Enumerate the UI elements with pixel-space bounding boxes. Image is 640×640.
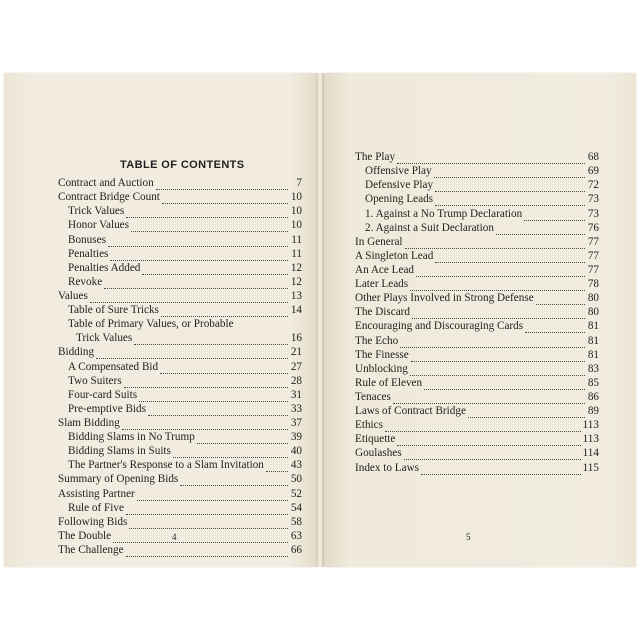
dot-leader — [156, 179, 288, 190]
toc-entry-page: 81 — [587, 348, 599, 361]
toc-entry-label: Values — [58, 289, 88, 302]
toc-entry — [355, 432, 599, 446]
toc-entry-page: 33 — [290, 402, 302, 415]
toc-entry-page: 77 — [587, 249, 599, 262]
dot-leader — [397, 435, 580, 446]
dot-leader — [468, 407, 585, 418]
toc-entry-page: 81 — [587, 320, 599, 333]
dot-leader — [161, 306, 288, 317]
toc-entry-page: 78 — [587, 278, 599, 291]
toc-entry — [58, 486, 302, 500]
toc-entry — [58, 218, 302, 232]
dot-leader — [148, 405, 288, 416]
toc-entry-page: 12 — [290, 275, 302, 288]
toc-entry-label: Two Suiters — [68, 374, 122, 387]
toc-entry-label: Rule of Eleven — [355, 376, 423, 389]
toc-entry-page: 113 — [582, 419, 599, 432]
toc-entry-label: Index to Laws — [355, 461, 420, 474]
toc-entry-label: Encouraging and Discouraging Cards — [355, 320, 524, 333]
toc-entry — [355, 418, 599, 432]
dot-leader — [536, 294, 585, 305]
toc-entry-page: 11 — [291, 247, 302, 260]
dot-leader — [129, 518, 288, 529]
toc-entry-page: 68 — [587, 151, 599, 164]
toc-entry-page: 40 — [290, 445, 302, 458]
toc-entry — [355, 150, 599, 164]
toc-entry — [355, 333, 599, 347]
toc-entry — [58, 261, 302, 275]
toc-entry-label: The Partner's Response to a Slam Invitation — [68, 459, 264, 472]
toc-entry — [58, 388, 302, 402]
toc-entry — [58, 176, 302, 190]
dot-leader — [435, 252, 585, 263]
toc-entry-page: 63 — [290, 529, 302, 542]
book-gutter — [316, 73, 324, 567]
toc-entry-label: Honor Values — [68, 219, 130, 232]
dot-leader — [126, 504, 288, 515]
toc-entry — [355, 404, 599, 418]
toc-entry-page: 113 — [582, 433, 599, 446]
toc-entry-label: Penalties — [68, 247, 109, 260]
toc-entry-page: 69 — [587, 165, 599, 178]
dot-leader — [122, 419, 288, 430]
toc-entry — [58, 247, 302, 261]
toc-entry-page: 54 — [290, 501, 302, 514]
toc-entry-label: Tenaces — [355, 390, 391, 403]
toc-entry — [58, 472, 302, 486]
toc-entry-label: Contract and Auction — [58, 177, 154, 190]
dot-leader — [108, 236, 288, 247]
dot-leader — [131, 221, 288, 232]
toc-entry — [58, 331, 302, 345]
toc-entry — [58, 374, 302, 388]
dot-leader — [385, 421, 581, 432]
toc-entry-page: 114 — [582, 447, 599, 460]
toc-entry — [355, 178, 599, 192]
toc-entry-page: 39 — [290, 431, 302, 444]
toc-entry — [58, 275, 302, 289]
toc-entry-label: Table of Sure Tricks — [68, 304, 159, 317]
dot-leader — [134, 334, 288, 345]
toc-entry-page: 16 — [290, 332, 302, 345]
toc-entry-label: The Discard — [355, 306, 410, 319]
toc-entry-page: 27 — [290, 360, 302, 373]
toc-entry — [355, 291, 599, 305]
toc-entry-page: 72 — [587, 179, 599, 192]
toc-entry — [355, 390, 599, 404]
dot-leader — [197, 433, 288, 444]
toc-entry-page: 77 — [587, 235, 599, 248]
toc-entry — [58, 416, 302, 430]
toc-entry-label: Bidding Slams in No Trump — [68, 431, 195, 444]
toc-entry — [58, 501, 302, 515]
toc-entry-label: Rule of Five — [68, 501, 124, 514]
toc-entry-label: Later Leads — [355, 278, 409, 291]
toc-entry-page: 52 — [290, 487, 302, 500]
toc-entry-page: 85 — [587, 376, 599, 389]
dot-leader — [416, 266, 585, 277]
page-number-left: 4 — [172, 532, 177, 542]
toc-entry-page: 31 — [290, 388, 302, 401]
toc-entry — [355, 235, 599, 249]
dot-leader — [525, 322, 585, 333]
toc-entry-page: 86 — [587, 390, 599, 403]
toc-entry-page: 50 — [290, 473, 302, 486]
toc-entry — [58, 359, 302, 373]
toc-entry-page: 81 — [587, 334, 599, 347]
dot-leader — [405, 238, 585, 249]
toc-entry — [355, 319, 599, 333]
toc-entry-label: Four-card Suits — [68, 388, 138, 401]
toc-entry — [58, 444, 302, 458]
dot-leader — [496, 224, 585, 235]
page-number-right: 5 — [466, 532, 471, 542]
toc-entry-page: 10 — [290, 191, 302, 204]
dot-leader — [110, 250, 288, 261]
toc-entry-label: The Double — [58, 529, 112, 542]
dot-leader — [160, 363, 288, 374]
toc-entry-label: Bidding Slams in Suits — [68, 445, 171, 458]
toc-entry-label: Goulashes — [355, 447, 402, 460]
toc-entry — [355, 206, 599, 220]
toc-entry-label: Penalties Added — [68, 261, 141, 274]
toc-entry-page: 76 — [587, 221, 599, 234]
toc-entry — [58, 515, 302, 529]
toc-entry-page: 77 — [587, 263, 599, 276]
toc-entry — [58, 289, 302, 303]
toc-entry — [58, 529, 302, 543]
toc-entry-page: 73 — [587, 193, 599, 206]
toc-entry — [355, 348, 599, 362]
toc-entry-page: 28 — [290, 374, 302, 387]
toc-entry — [58, 232, 302, 246]
toc-entry-page: 73 — [587, 207, 599, 220]
dot-leader — [411, 351, 585, 362]
toc-entry-label: The Finesse — [355, 348, 409, 361]
toc-entry-label: Etiquette — [355, 433, 396, 446]
toc-entry — [355, 221, 599, 235]
toc-entry-label: Ethics — [355, 419, 383, 432]
toc-entry-label: Bonuses — [68, 233, 106, 246]
toc-entry-label: Offensive Play — [365, 165, 432, 178]
toc-title: TABLE OF CONTENTS — [120, 159, 245, 171]
toc-entry-label: Slam Bidding — [58, 416, 120, 429]
toc-entry-page: 115 — [582, 461, 599, 474]
toc-entry-label: Summary of Opening Bids — [58, 473, 179, 486]
dot-leader — [96, 348, 288, 359]
toc-entry-label: In General — [355, 235, 403, 248]
toc-entry-page: 10 — [290, 205, 302, 218]
toc-entry-label: Opening Leads — [365, 193, 434, 206]
toc-entry-page: 80 — [587, 306, 599, 319]
toc-entry — [58, 204, 302, 218]
toc-entry — [355, 446, 599, 460]
toc-entry — [58, 430, 302, 444]
dot-leader — [412, 308, 585, 319]
toc-entry-label: Unblocking — [355, 362, 408, 375]
toc-entry-label: Following Bids — [58, 515, 128, 528]
toc-entry — [58, 543, 302, 557]
dot-leader — [435, 195, 585, 206]
toc-entry — [355, 192, 599, 206]
toc-entry-page: 13 — [290, 289, 302, 302]
dot-leader — [404, 449, 581, 460]
toc-entry-label: An Ace Lead — [355, 263, 415, 276]
dot-leader — [424, 379, 585, 390]
toc-entry-page: 21 — [290, 346, 302, 359]
toc-entry — [58, 317, 302, 331]
dot-leader — [434, 167, 585, 178]
toc-entry-label: The Play — [355, 151, 396, 164]
dot-leader — [90, 292, 288, 303]
toc-entry-label: Revoke — [68, 275, 103, 288]
toc-entry-page: 80 — [587, 292, 599, 305]
toc-entry — [58, 458, 302, 472]
toc-entry-label: A Compensated Bid — [68, 360, 159, 373]
toc-entry — [355, 164, 599, 178]
toc-entry-page: 66 — [290, 543, 302, 556]
toc-entry-label: Trick Values — [76, 332, 133, 345]
toc-entry — [355, 376, 599, 390]
dot-leader — [142, 264, 288, 275]
dot-leader — [410, 280, 585, 291]
toc-entry-page: 43 — [290, 459, 302, 472]
dot-leader — [126, 546, 288, 557]
toc-entry-label: Other Plays Involved in Strong Defense — [355, 292, 534, 305]
dot-leader — [524, 210, 585, 221]
toc-entry-label: The Challenge — [58, 543, 124, 556]
dot-leader — [421, 464, 581, 475]
toc-entry-label: Assisting Partner — [58, 487, 135, 500]
toc-entry-label: Bidding — [58, 346, 95, 359]
dot-leader — [393, 393, 585, 404]
toc-entry-page: 89 — [587, 405, 599, 418]
dot-leader — [113, 532, 288, 543]
toc-entry-label: 1. Against a No Trump Declaration — [365, 207, 523, 220]
dot-leader — [266, 461, 288, 472]
dot-leader — [435, 181, 585, 192]
toc-entry-page: 83 — [587, 362, 599, 375]
toc-entry-label: Pre-emptive Bids — [68, 402, 146, 415]
toc-right-column — [355, 150, 599, 475]
toc-entry-page: 37 — [290, 416, 302, 429]
toc-entry-label: Defensive Play — [365, 179, 434, 192]
toc-entry-label: The Echo — [355, 334, 399, 347]
dot-leader — [400, 337, 585, 348]
toc-entry — [58, 303, 302, 317]
toc-entry — [355, 277, 599, 291]
dot-leader — [397, 153, 585, 164]
toc-entry — [355, 460, 599, 474]
toc-entry-label: Contract Bridge Count — [58, 191, 160, 204]
dot-leader — [137, 490, 288, 501]
dot-leader — [139, 391, 288, 402]
toc-entry-label: A Singleton Lead — [355, 249, 434, 262]
toc-entry-label: Trick Values — [68, 205, 125, 218]
toc-entry-label: 2. Against a Suit Declaration — [365, 221, 494, 234]
dot-leader — [162, 193, 288, 204]
toc-entry-page: 14 — [290, 304, 302, 317]
toc-entry — [355, 305, 599, 319]
toc-entry — [355, 362, 599, 376]
dot-leader — [104, 278, 288, 289]
dot-leader — [180, 475, 288, 486]
toc-entry-label: Table of Primary Values, or Probable — [68, 318, 234, 331]
toc-entry-page: 58 — [290, 515, 302, 528]
toc-entry — [58, 345, 302, 359]
dot-leader — [410, 365, 585, 376]
dot-leader — [126, 207, 288, 218]
toc-entry — [58, 402, 302, 416]
dot-leader — [173, 447, 288, 458]
toc-entry — [355, 263, 599, 277]
toc-entry-page: 10 — [290, 219, 302, 232]
toc-entry — [355, 249, 599, 263]
dot-leader — [124, 377, 288, 388]
toc-entry — [58, 190, 302, 204]
toc-entry-label: Laws of Contract Bridge — [355, 405, 466, 418]
toc-entry-page: 11 — [291, 233, 302, 246]
toc-entry-page: 7 — [296, 177, 302, 190]
toc-entry-page: 12 — [290, 261, 302, 274]
toc-left-column — [58, 176, 302, 557]
